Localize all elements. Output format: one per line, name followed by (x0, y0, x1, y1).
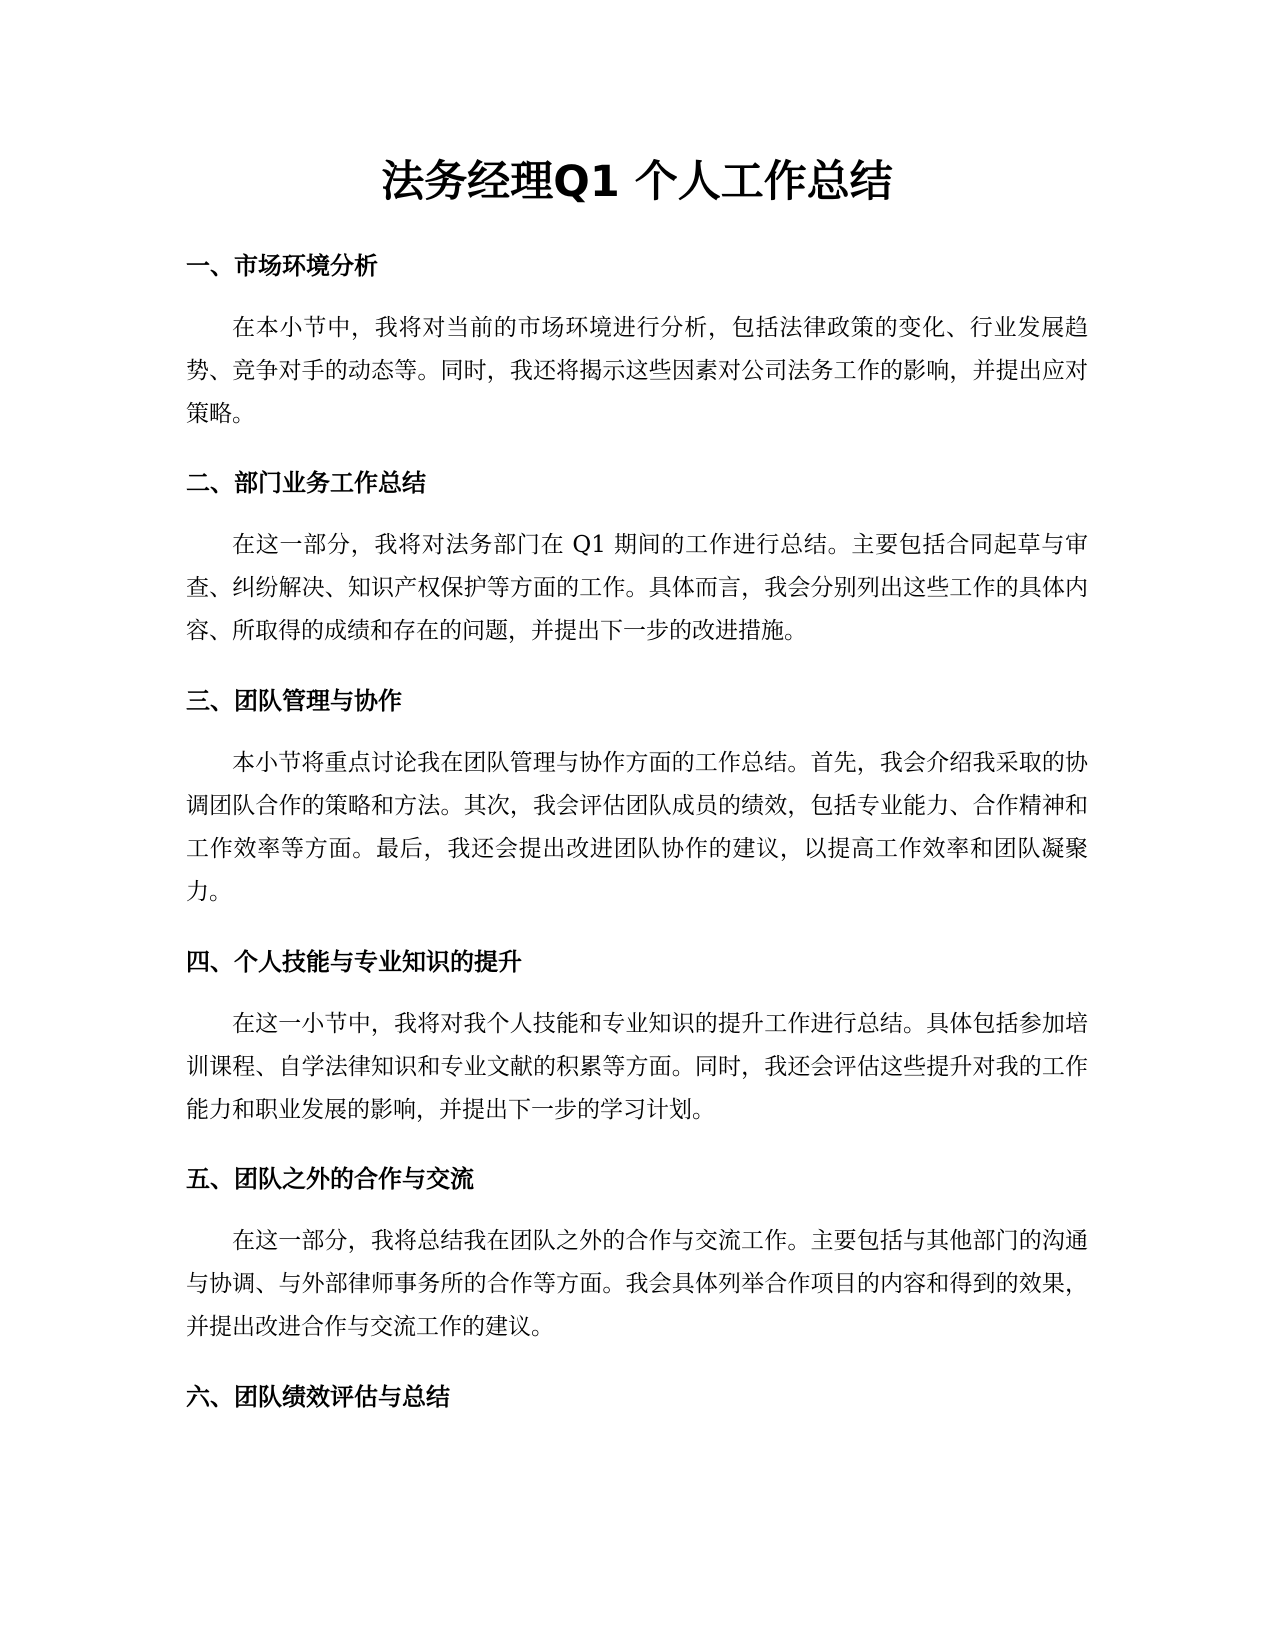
section-paragraph: 在本小节中，我将对当前的市场环境进行分析，包括法律政策的变化、行业发展趋势、竞争对手的动态等。同时，我还将揭示这些因素对公司法务工作的影响，并提出应对策略。 (186, 315, 1088, 427)
section-market-analysis (186, 249, 1088, 436)
section-team-management (186, 684, 1088, 914)
section-heading: 五、团队之外的合作与交流 (186, 1165, 474, 1193)
section-paragraph: 在这一部分，我将对法务部门在 Q1 期间的工作进行总结。主要包括合同起草与审查、纠纷解决、知识产权保护等方面的工作。具体而言，我会分别列出这些工作的具体内容、所取得的成绩和存在的问题，并提出下一步的改进措施。 (186, 532, 1088, 644)
document-page (186, 0, 1088, 1650)
section-paragraph: 本小节将重点讨论我在团队管理与协作方面的工作总结。首先，我会介绍我采取的协调团队合作的策略和方法。其次，我会评估团队成员的绩效，包括专业能力、合作精神和工作效率等方面。最后，我还会提出改进团队协作的建议，以提高工作效率和团队凝聚力。 (186, 750, 1088, 905)
section-external-cooperation (186, 1162, 1088, 1349)
section-department-work (186, 466, 1088, 653)
section-team-performance (186, 1380, 1088, 1438)
section-heading: 二、部门业务工作总结 (186, 469, 426, 497)
section-heading: 六、团队绩效评估与总结 (186, 1383, 450, 1411)
section-paragraph: 在这一小节中，我将对我个人技能和专业知识的提升工作进行总结。具体包括参加培训课程、自学法律知识和专业文献的积累等方面。同时，我还会评估这些提升对我的工作能力和职业发展的影响，并提出下一步的学习计划。 (186, 1011, 1088, 1123)
section-personal-skills (186, 945, 1088, 1132)
section-heading: 一、市场环境分析 (186, 252, 378, 280)
section-paragraph: 在这一部分，我将总结我在团队之外的合作与交流工作。主要包括与其他部门的沟通与协调、与外部律师事务所的合作等方面。我会具体列举合作项目的内容和得到的效果，并提出改进合作与交流工作的建议。 (186, 1228, 1088, 1340)
section-heading: 三、团队管理与协作 (186, 687, 402, 715)
section-heading: 四、个人技能与专业知识的提升 (186, 948, 522, 976)
document-title: 法务经理Q1 个人工作总结 (381, 157, 893, 207)
